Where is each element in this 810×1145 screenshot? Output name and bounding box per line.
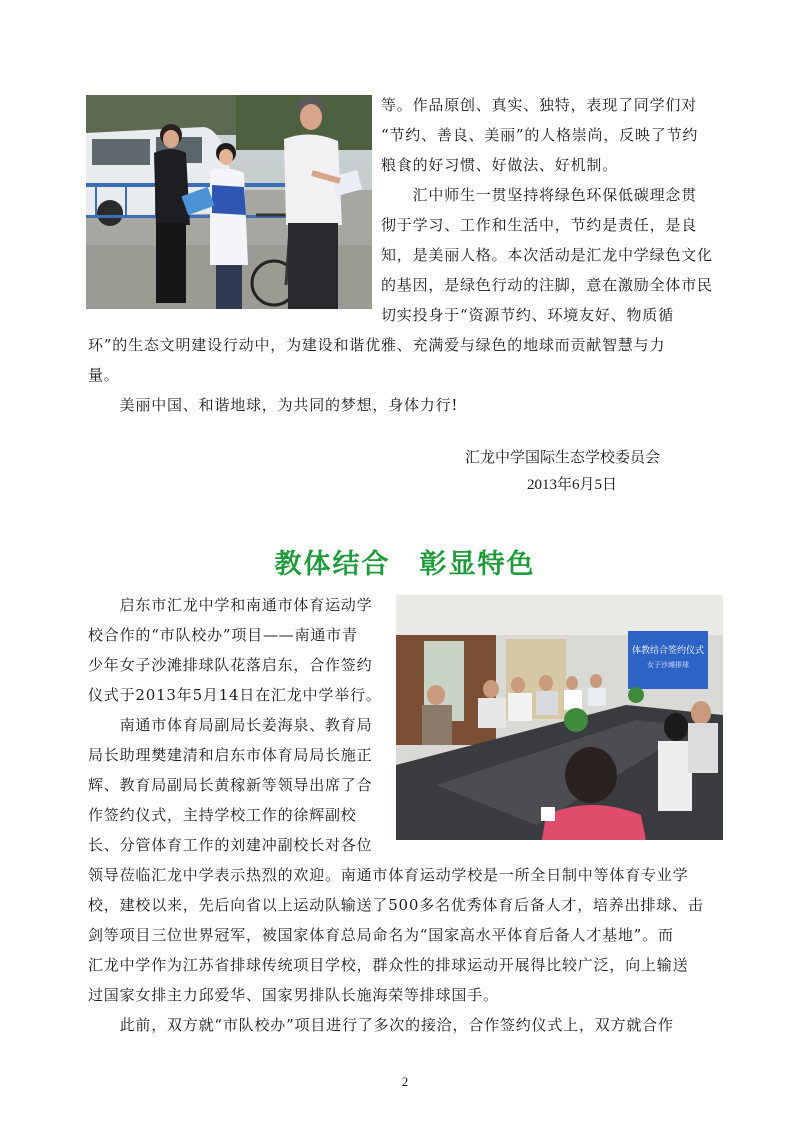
- paragraph-line: 启东市汇龙中学和南通市体育运动学: [88, 596, 373, 614]
- paragraph-line: 局长助理樊建清和启东市体育局局长施正: [88, 746, 373, 764]
- paragraph-line: 作签约仪式，主持学校工作的徐辉副校: [88, 806, 357, 824]
- paragraph-line: 剑等项目三位世界冠军，被国家体育总局命名为“国家高水平体育后备人才基地”。而: [88, 926, 674, 944]
- paragraph-line: 量。: [88, 366, 120, 384]
- paragraph-line: 校合作的“市队校办”项目——南通市青: [88, 626, 358, 644]
- paragraph-line: “节约、善良、美丽”的人格崇尚，反映了节约: [381, 126, 699, 144]
- paragraph-line: 仪式于2013年5月14日在汇龙中学举行。: [88, 686, 382, 704]
- photo-signing-ceremony: [396, 595, 723, 840]
- paragraph-line: 汇中师生一贯坚持将绿色环保低碳理念贯: [381, 186, 698, 204]
- signature-date: 2013年6月5日: [527, 477, 618, 493]
- paragraph-line: 长、分管体育工作的刘建冲副校长对各位: [88, 836, 373, 854]
- signature-organization: 汇龙中学国际生态学校委员会: [465, 448, 661, 466]
- paragraph-line: 环”的生态文明建设行动中，为建设和谐优雅、充满爱与绿色的地球而贡献智慧与力: [88, 336, 666, 354]
- paragraph-line: 的基因，是绿色行动的注脚，意在激励全体市民: [381, 276, 713, 294]
- paragraph-line: 此前，双方就“市队校办”项目进行了多次的接洽，合作签约仪式上，双方就合作: [88, 1016, 674, 1034]
- paragraph-line: 彻于学习、工作和生活中，节约是责任，是良: [381, 216, 698, 234]
- paragraph-line: 校，建校以来，先后向省以上运动队输送了500多名优秀体育后备人才，培养出排球、击: [88, 896, 704, 914]
- paragraph-line: 少年女子沙滩排球队花落启东，合作签约: [88, 656, 373, 674]
- paragraph-line: 南通市体育局副局长姜海泉、教育局: [88, 716, 373, 734]
- page-number: 2: [401, 1074, 409, 1089]
- screen-subtitle: 女子沙滩排球: [647, 661, 689, 669]
- paragraph-line: 知，是美丽人格。本次活动是汇龙中学绿色文化: [381, 246, 713, 264]
- paragraph-line: 辉、教育局副局长黄稼新等领导出席了合: [88, 776, 373, 794]
- paragraph-line: 过国家女排主力邱爱华、国家男排队长施海荣等排球国手。: [88, 986, 499, 1004]
- screen-title: 体教结合签约仪式: [631, 646, 705, 656]
- section-title: 教体结合 彰显特色: [274, 549, 536, 580]
- paragraph-line: 美丽中国、和谐地球，为共同的梦想，身体力行!: [88, 396, 459, 414]
- photo-outdoor-handout: [86, 95, 372, 309]
- paragraph-line: 等。作品原创、真实、独特，表现了同学们对: [381, 96, 698, 114]
- paragraph-line: 切实投身于“资源节约、环境友好、物质循: [381, 306, 674, 324]
- paragraph-line: 粮食的好习惯、好做法、好机制。: [381, 156, 619, 174]
- paragraph-line: 汇龙中学作为江苏省排球传统项目学校，群众性的排球运动开展得比较广泛，向上输送: [88, 956, 689, 974]
- paragraph-line: 领导莅临汇龙中学表示热烈的欢迎。南通市体育运动学校是一所全日制中等体育专业学: [88, 866, 689, 884]
